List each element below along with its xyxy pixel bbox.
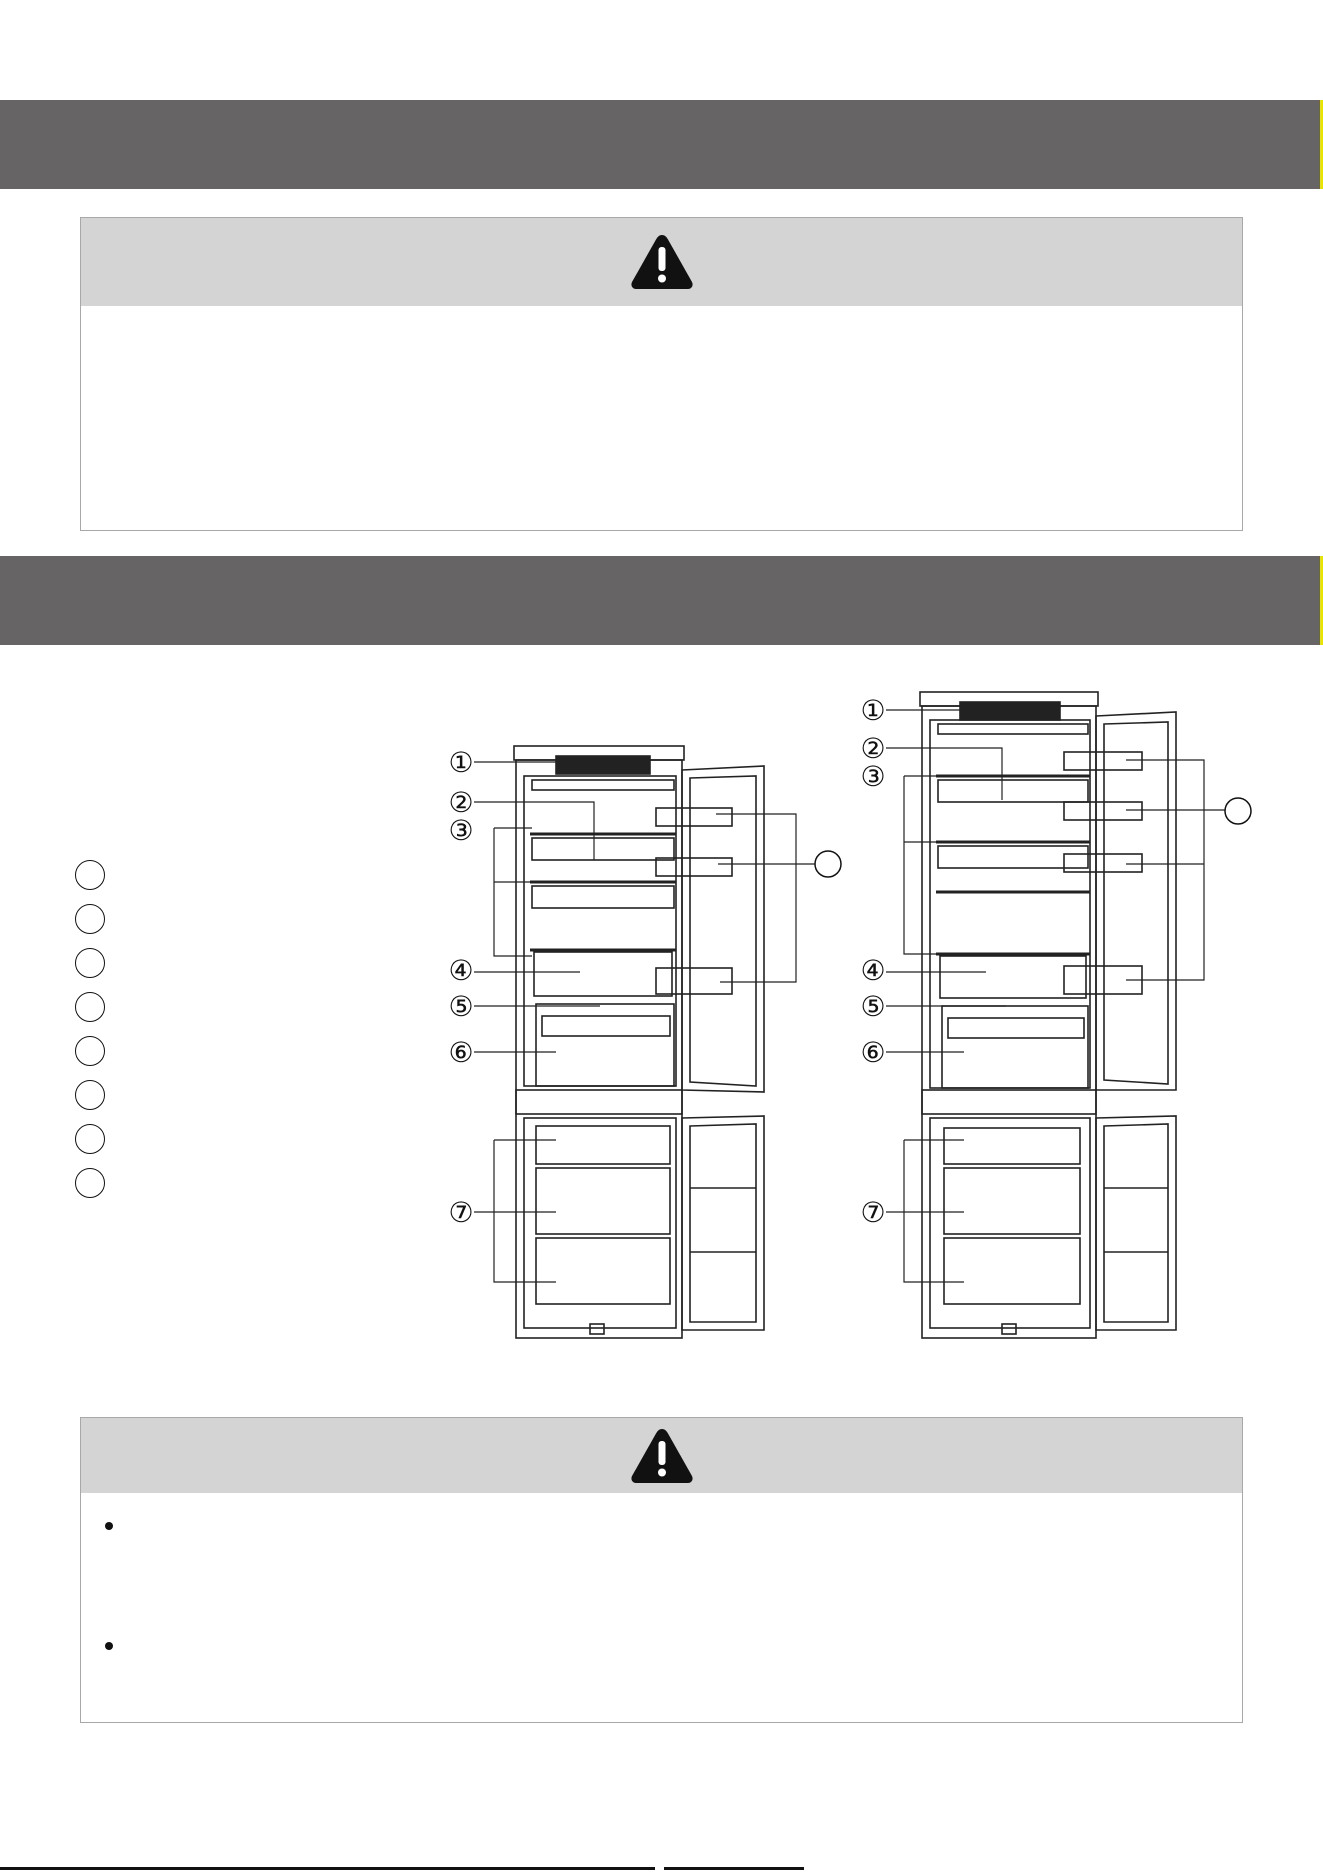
bullet-1: [105, 1522, 113, 1530]
fridge-left: [514, 746, 764, 1338]
callouts: [448, 695, 885, 1228]
callout-right-1: ①: [860, 695, 886, 726]
callout-left-7: ⑦: [448, 1197, 474, 1228]
callout-left-4: ④: [448, 955, 474, 986]
bullet-2: [105, 1642, 113, 1650]
callout-left-2: ②: [448, 787, 474, 818]
door-shelf-marker-right: [1225, 798, 1251, 824]
warning-triangle-icon: [629, 1426, 695, 1486]
callout-left-3: ③: [448, 815, 474, 846]
fridge-right: [920, 692, 1176, 1338]
callout-right-6: ⑥: [860, 1037, 886, 1068]
door-shelf-marker-left: [815, 851, 841, 877]
footer-rule: [0, 1867, 655, 1870]
callout-right-2: ②: [860, 733, 886, 764]
callout-left-1: ①: [448, 747, 474, 778]
warning-box-bottom-header: [81, 1418, 1242, 1493]
callout-left-6: ⑥: [448, 1037, 474, 1068]
callout-left-5: ⑤: [448, 991, 474, 1022]
warning-box-bottom: [80, 1417, 1243, 1723]
callout-right-7: ⑦: [860, 1197, 886, 1228]
callout-right-3: ③: [860, 761, 886, 792]
callout-right-5: ⑤: [860, 991, 886, 1022]
footer-rule-segment: [664, 1867, 804, 1870]
callout-right-4: ④: [860, 955, 886, 986]
